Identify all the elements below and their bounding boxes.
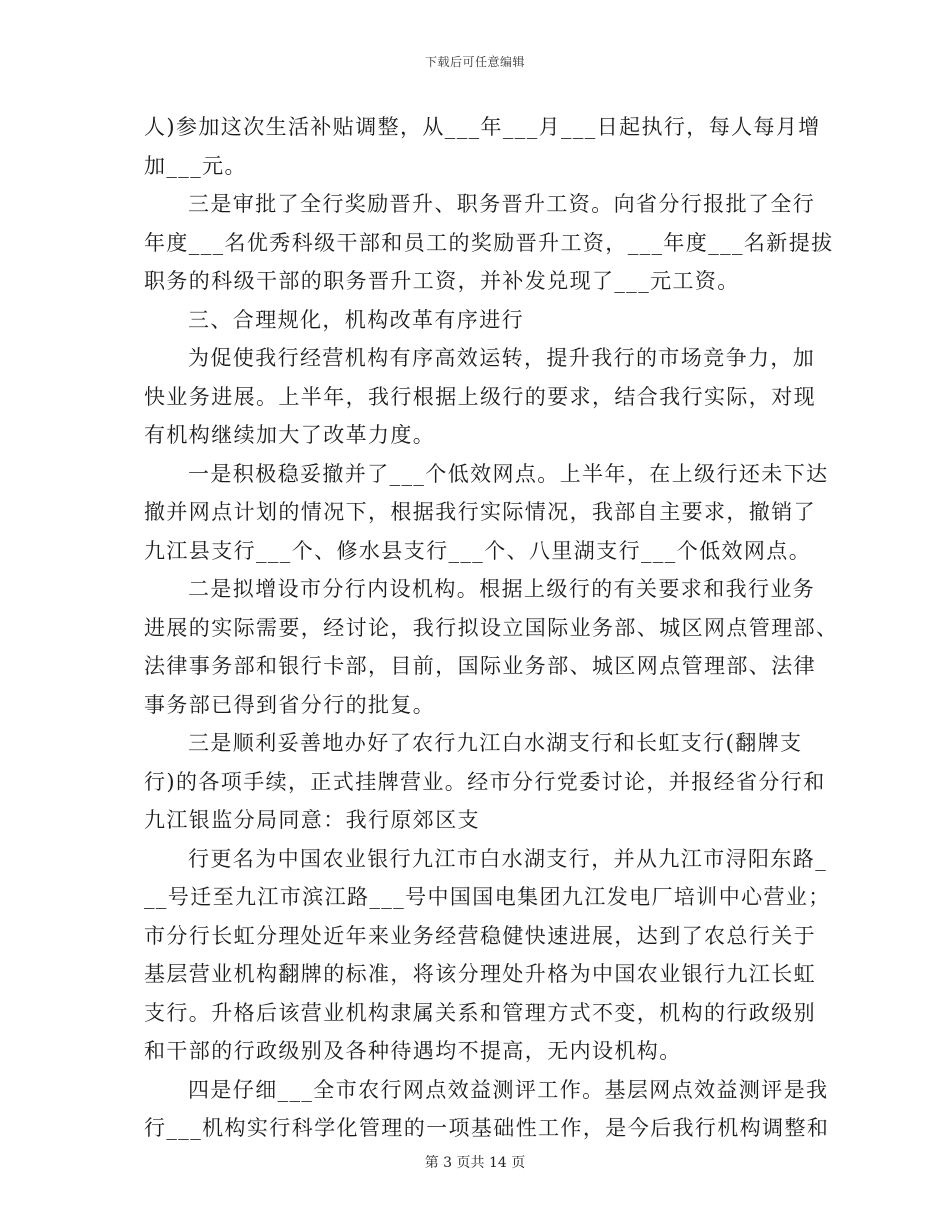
text-line: 事务部已得到省分行的批复。 xyxy=(144,692,436,717)
text-line: 为促使我行经营机构有序高效运转，提升我行的市场竞争力，加 xyxy=(188,346,816,370)
text-line: 三是顺利妥善地办好了农行九江白水湖支行和长虹支行(翻牌支 xyxy=(188,731,803,755)
text-line: 九江银监分局同意：我行原郊区支 xyxy=(144,808,480,832)
section-heading: 三、合理规化，机构改革有序进行 xyxy=(188,307,524,332)
text-line: 年度___名优秀科级干部和员工的奖励晋升工资，___年度___名新提拔 xyxy=(144,230,834,255)
text-line: 支行。升格后该营业机构隶属关系和管理方式不变，机构的行政级别 xyxy=(144,1000,816,1025)
text-line: 快业务进展。上半年，我行根据上级行的要求，结合我行实际，对现 xyxy=(144,384,816,409)
text-line: 四是仔细___全市农行网点效益测评工作。基层网点效益测评是我 xyxy=(188,1077,829,1102)
text-line: 和干部的行政级别及各种待遇均不提高，无内设机构。 xyxy=(144,1039,682,1063)
text-line: 人)参加这次生活补贴调整，从___年___月___日起执行，每人每月增 xyxy=(144,115,821,139)
page-header-note: 下载后可任意编辑 xyxy=(424,55,525,69)
text-line: 行___机构实行科学化管理的一项基础性工作，是今后我行机构调整和 xyxy=(144,1116,830,1140)
text-line: 有机构继续加大了改革力度。 xyxy=(144,423,436,447)
text-line: 三是审批了全行奖励晋升、职务晋升工资。向省分行报批了全行 xyxy=(188,192,816,216)
text-line: 法律事务部和银行卡部，目前，国际业务部、城区网点管理部、法律 xyxy=(144,654,816,678)
text-line: 加___元。 xyxy=(144,153,247,178)
text-line: 基层营业机构翻牌的标准，将该分理处升格为中国农业银行九江长虹 xyxy=(144,962,816,986)
text-line: 进展的实际需要，经讨论，我行拟设立国际业务部、城区网点管理部、 xyxy=(144,615,839,640)
text-line: 二是拟增设市分行内设机构。根据上级行的有关要求和我行业务 xyxy=(188,577,816,601)
text-line: 九江县支行___个、修水县支行___个、八里湖支行___个低效网点。 xyxy=(144,538,812,563)
text-line: 撤并网点计划的情况下，根据我行实际情况，我部自主要求，撤销了 xyxy=(144,500,816,524)
text-line: 行)的各项手续，正式挂牌营业。经市分行党委讨论，并报经省分行和 xyxy=(144,769,826,794)
text-line: 行更名为中国农业银行九江市白水湖支行，并从九江市浔阳东路_ xyxy=(188,846,828,871)
text-line: 职务的科级干部的职务晋升工资，并补发兑现了___元工资。 xyxy=(144,269,740,293)
page-number: 第 3 页共 14 页 xyxy=(424,1155,526,1171)
text-line: __号迁至九江市滨江路___号中国国电集团九江发电厂培训中心营业； xyxy=(144,885,831,909)
text-line: 市分行长虹分理处近年来业务经营稳健快速进展，达到了农总行关于 xyxy=(144,923,816,948)
document-body xyxy=(144,108,839,1148)
text-line: 一是积极稳妥撤并了___个低效网点。上半年，在上级行还未下达 xyxy=(188,461,829,486)
